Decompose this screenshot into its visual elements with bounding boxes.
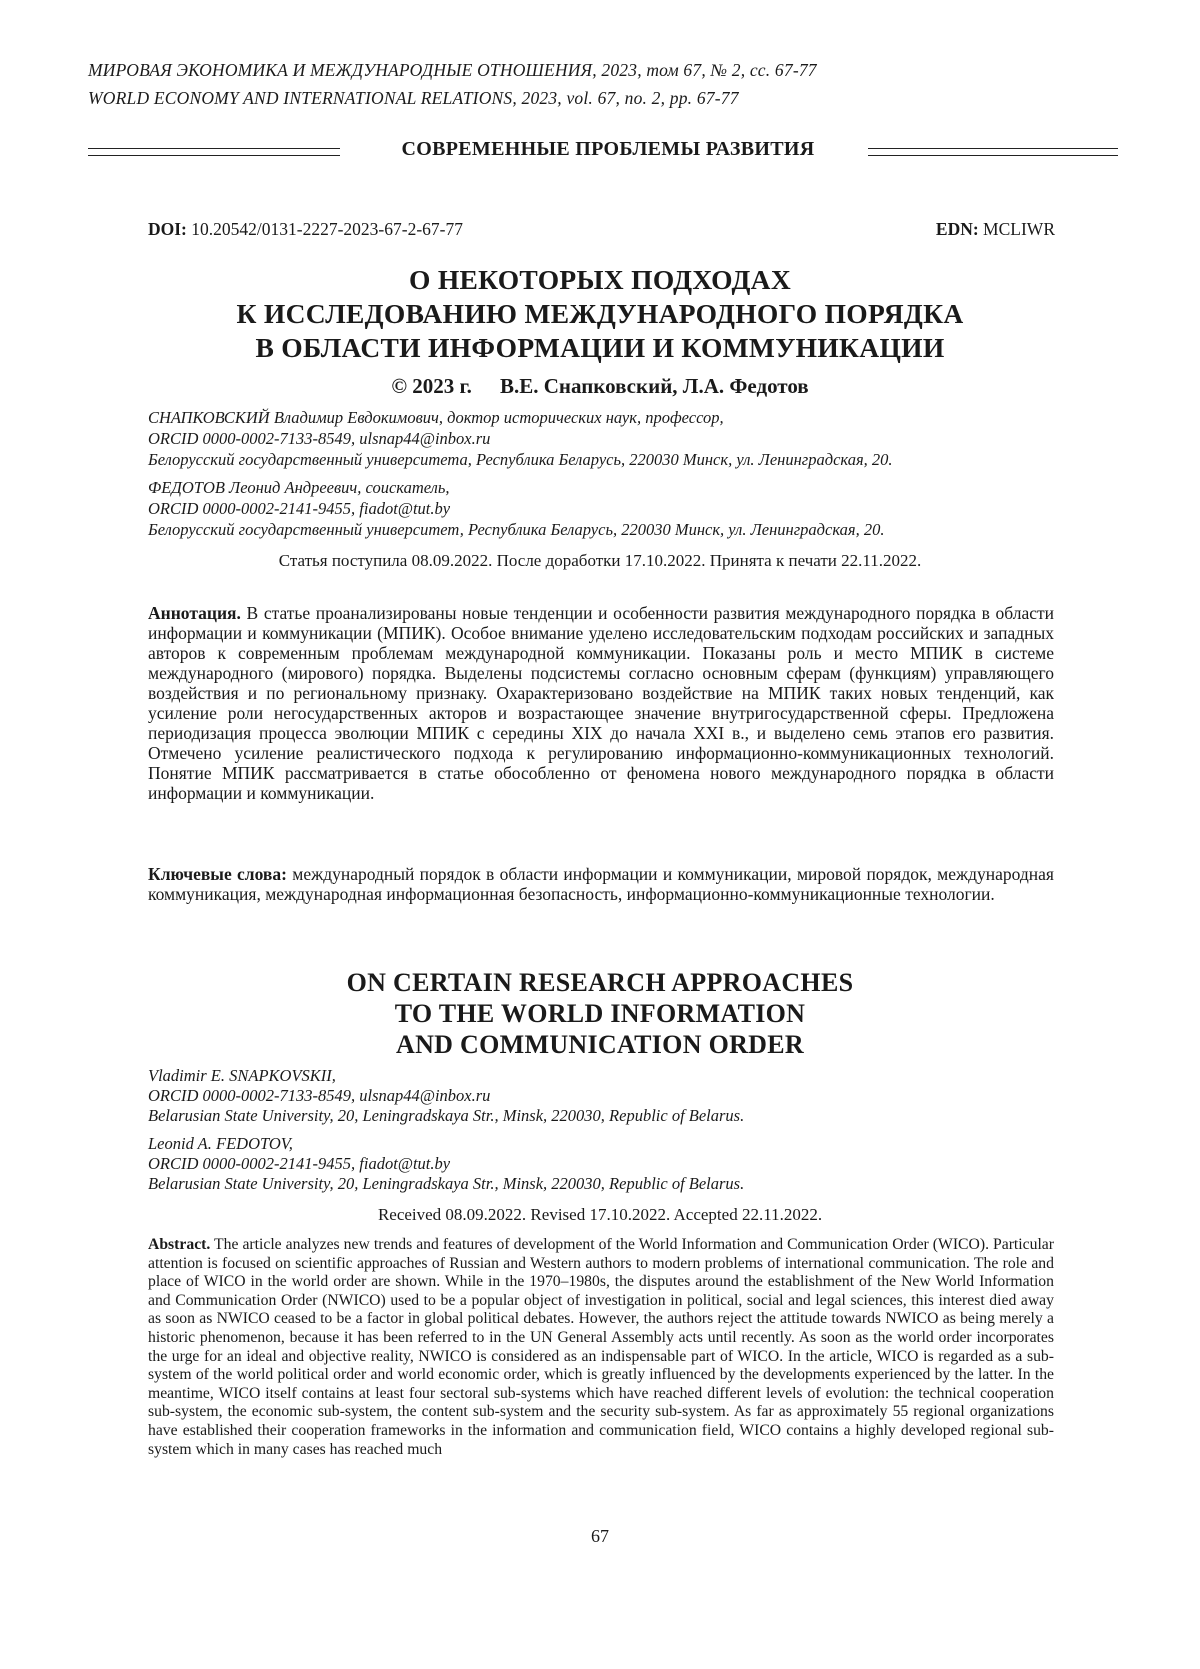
author-1-ru-name: СНАПКОВСКИЙ Владимир Евдокимович, доктор исторических наук, профессор, — [148, 408, 724, 427]
doi-value: 10.20542/0131-2227-2023-67-2-67-77 — [191, 219, 463, 239]
journal-citation-en: WORLD ECONOMY AND INTERNATIONAL RELATIONS, 2023, vol. 67, no. 2, pp. 67-77 — [88, 88, 739, 108]
abstract-label: Abstract. — [148, 1236, 211, 1253]
abstract-text: The article analyzes new trends and features of development of the World Information and Communication Order (WICO). Particular attention is focused on scientific approaches of Russian and Western authors to modern problems of international communication. The role and place of WICO in the world order are shown. While in the 1970–1980s, the disputes around the establishment of the New World Information and Communication Order (NWICO) used to be a popular object of investigation in political, social and legal sciences, this interest died away as soon as NWICO ceased to be a factor in global political debates. However, the authors reject the attitude towards NWICO as being merely a historic phenomenon, because it has been referred to in the UN General Assembly acts until recently. As soon as the world order incorporates the urge for an ideal and objective reality, NWICO is considered as an indispensable part of WICO. In the article, WICO is regarded as a sub-system of the world political order and world economic order, which is greatly influenced by the developments experienced by the latter. In the meantime, WICO itself contains at least four sectoral sub-systems which have reached different levels of evolution: the technical cooperation sub-system, the economic sub-system, the content sub-system and the security sub-system. As far as approximately 55 regional organizations have established their cooperation frameworks in the information and communication field, WICO contains a highly developed regional sub-system which in many cases has reached much — [148, 1236, 1054, 1458]
doi-label: DOI: — [148, 219, 187, 239]
rubric-rule-right — [868, 148, 1118, 156]
title-ru-line-2: К ИССЛЕДОВАНИЮ МЕЖДУНАРОДНОГО ПОРЯДКА — [236, 298, 964, 329]
author-1-en-name: Vladimir E. SNAPKOVSKII, — [148, 1066, 336, 1085]
byline-authors: В.Е. Снапковский, Л.А. Федотов — [499, 374, 809, 398]
author-1-en-orcid: ORCID 0000-0002-7133-8549, ulsnap44@inbox.ru — [148, 1086, 491, 1105]
author-2-ru-name: ФЕДОТОВ Леонид Андреевич, соискатель, — [148, 478, 450, 497]
byline-year: © 2023 г. — [391, 374, 472, 398]
title-ru-line-3: В ОБЛАСТИ ИНФОРМАЦИИ И КОММУНИКАЦИИ — [255, 332, 945, 363]
journal-citation-ru: МИРОВАЯ ЭКОНОМИКА И МЕЖДУНАРОДНЫЕ ОТНОШЕНИЯ, 2023, том 67, № 2, сс. 67-77 — [88, 60, 817, 80]
author-1-ru-affiliation: Белорусский государственный университета, Республика Беларусь, 220030 Минск, ул. Ленинградская, 20. — [148, 450, 893, 469]
byline — [100, 374, 1100, 399]
title-en-line-3: AND COMMUNICATION ORDER — [396, 1030, 804, 1059]
rubric-title: СОВРЕМЕННЫЕ ПРОБЛЕМЫ РАЗВИТИЯ — [401, 138, 815, 160]
edn-label: EDN: — [935, 219, 979, 239]
annotation-text: В статье проанализированы новые тенденции и особенности развития международного порядка в области информации и коммуникации (МПИК). Особое внимание уделено исследовательским подходам российских и западных авторов к современным проблемам международной коммуникации. Показаны роль и место МПИК в системе международного (мирового) порядка. Выделены подсистемы согласно основным сферам (функциям) управляющего воздействия и по региональному признаку. Охарактеризовано воздействие на МПИК таких новых тенденций, как усиление роли негосударственных акторов и возрастающее значение внутригосударственной сферы. Предложена периодизация процесса эволюции МПИК с середины XIX до начала XXI в., и выделено семь этапов его развития. Отмечено усиление реалистического подхода к регулированию информационно-коммуникационных технологий. Понятие МПИК рассматривается в статье обособленно от феномена нового международного порядка в области информации и коммуникации. — [148, 603, 1054, 803]
section-rubric — [88, 138, 1118, 168]
author-2-ru-affiliation: Белорусский государственный университет, Республика Беларусь, 220030 Минск, ул. Ленинградская, 20. — [148, 520, 885, 539]
author-2-ru-orcid: ORCID 0000-0002-2141-9455, fiadot@tut.by — [148, 499, 451, 518]
keywords — [148, 864, 1054, 904]
annotation-label: Аннотация. — [148, 603, 241, 623]
keywords-text: международный порядок в области информации и коммуникации, мировой порядок, международная коммуникация, международная информационная безопасность, информационно-коммуникационные технологии. — [148, 864, 1054, 904]
keywords-label: Ключевые слова: — [148, 864, 287, 884]
abstract — [148, 1236, 1054, 1459]
rubric-rule-left — [88, 148, 340, 156]
annotation — [148, 603, 1054, 803]
page-number: 67 — [591, 1526, 609, 1546]
author-2-en-affiliation: Belarusian State University, 20, Leningradskaya Str., Minsk, 220030, Republic of Belarus. — [148, 1174, 745, 1193]
author-2-en-orcid: ORCID 0000-0002-2141-9455, fiadot@tut.by — [148, 1154, 451, 1173]
received-dates-ru: Статья поступила 08.09.2022. После доработки 17.10.2022. Принята к печати 22.11.2022. — [278, 551, 922, 570]
author-2-en-name: Leonid A. FEDOTOV, — [148, 1134, 293, 1153]
edn-line — [936, 219, 1055, 240]
edn-value: MCLIWR — [983, 219, 1055, 239]
doi-line — [148, 219, 463, 240]
title-en-line-1: ON CERTAIN RESEARCH APPROACHES — [346, 968, 854, 997]
author-1-ru-orcid: ORCID 0000-0002-7133-8549, ulsnap44@inbox.ru — [148, 429, 491, 448]
author-1-en-affiliation: Belarusian State University, 20, Leningradskaya Str., Minsk, 220030, Republic of Belarus. — [148, 1106, 745, 1125]
title-ru-line-1: О НЕКОТОРЫХ ПОДХОДАХ — [408, 264, 791, 295]
received-dates-en: Received 08.09.2022. Revised 17.10.2022. Accepted 22.11.2022. — [377, 1205, 823, 1224]
title-en-line-2: TO THE WORLD INFORMATION — [394, 999, 806, 1028]
